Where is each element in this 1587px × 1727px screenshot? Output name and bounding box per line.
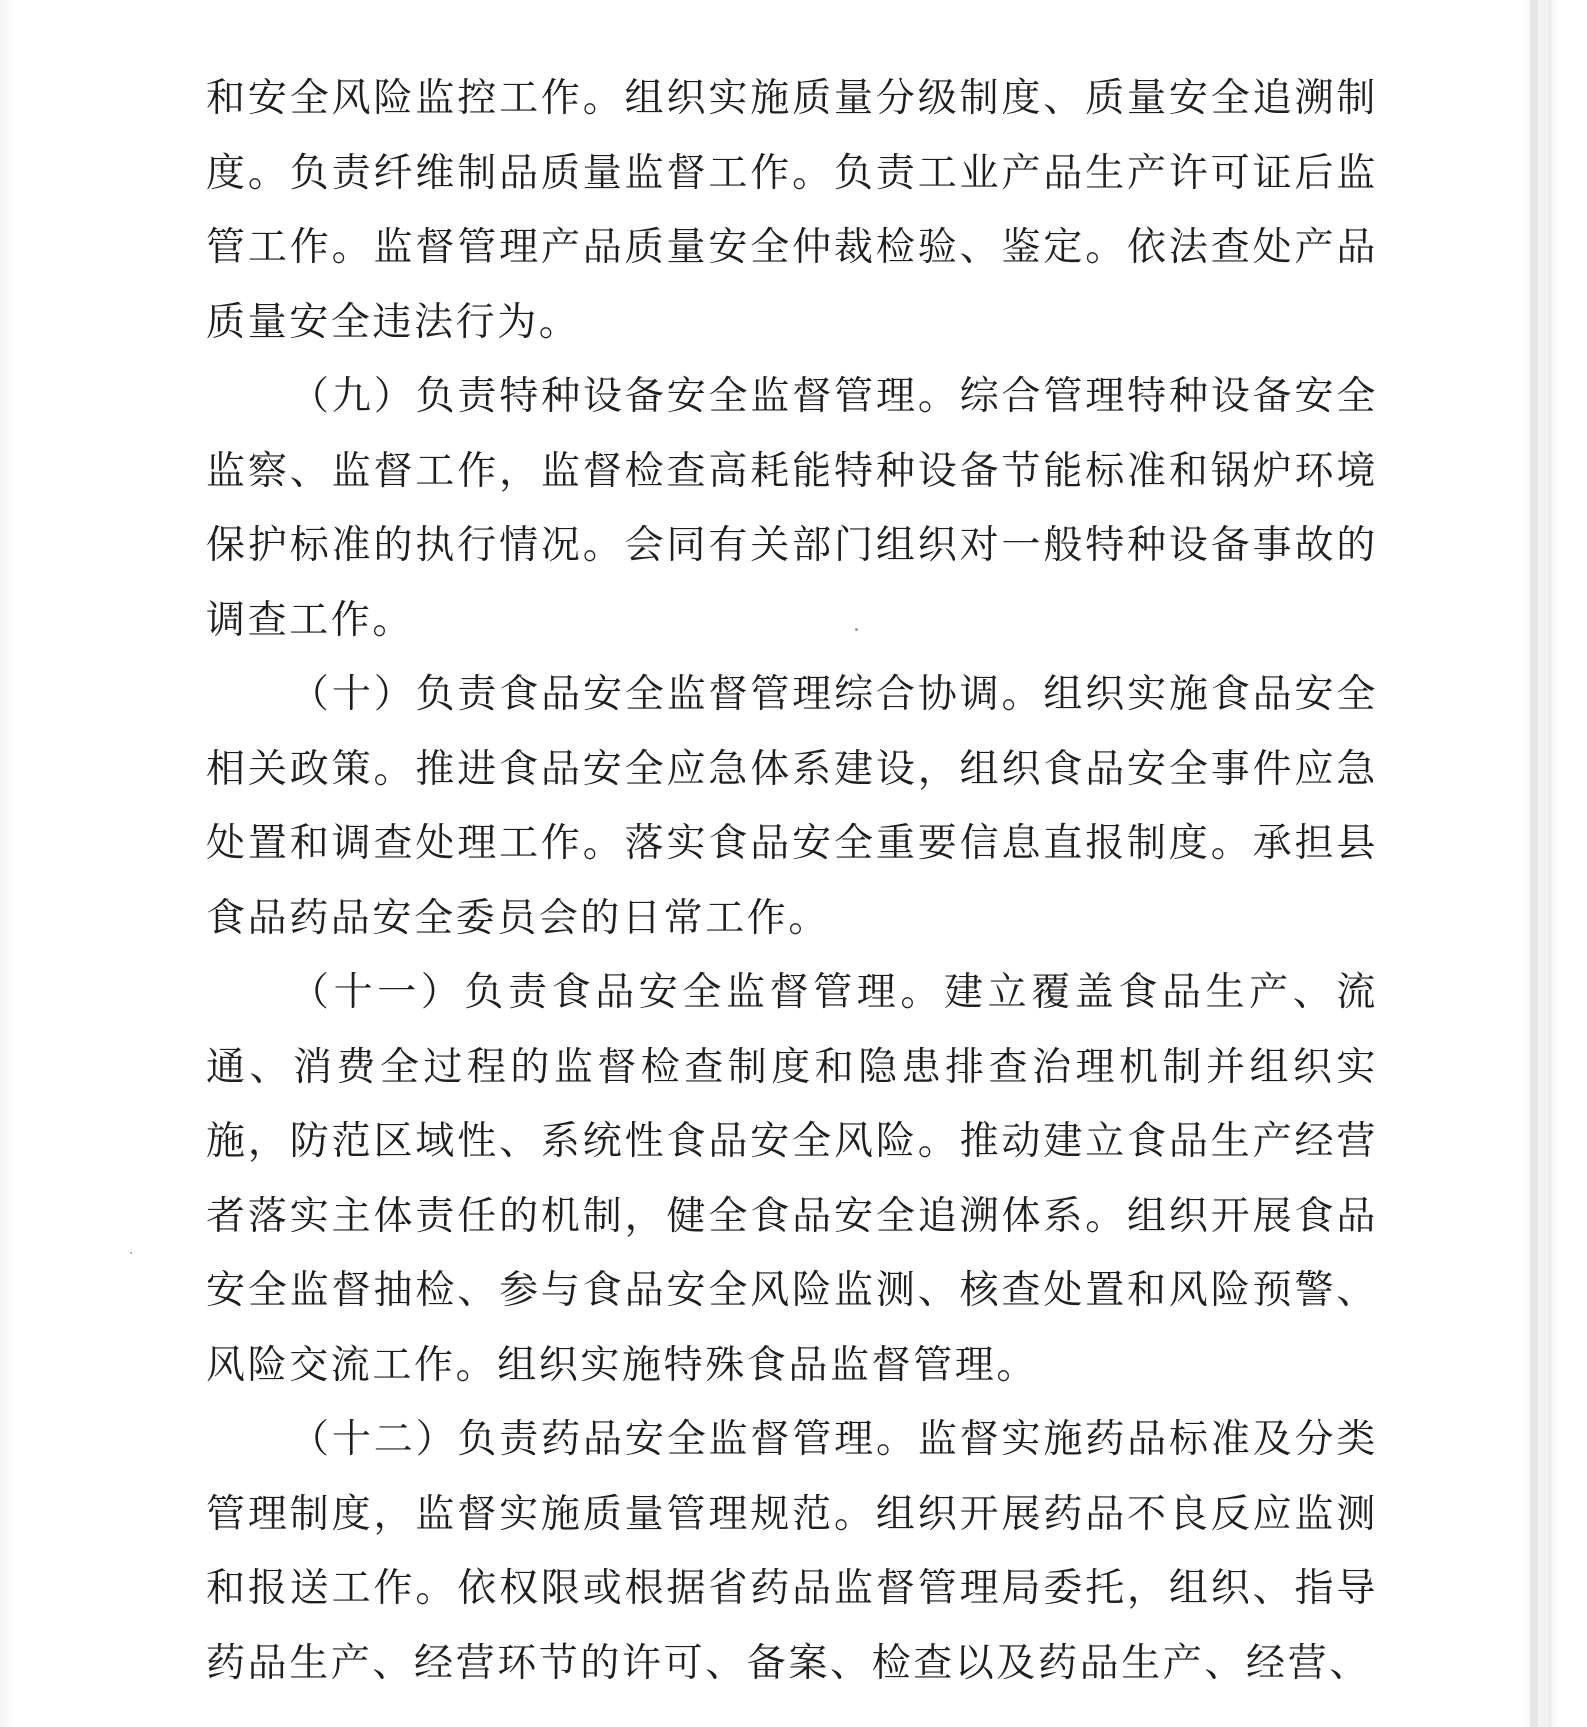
paragraph-8-continuation: 和安全风险监控工作。组织实施质量分级制度、质量安全追溯制度。负责纤维制品质量监督工作。负责工业产品生产许可证后监管工作。监督管理产品质量安全仲裁检验、鉴定。依法查处产品质量安全违法行为。 bbox=[206, 76, 1378, 345]
paragraph-9: （九）负责特种设备安全监督管理。综合管理特种设备安全监察、监督工作，监督检查高耗能特种设备节能标准和锅炉环境保护标准的执行情况。会同有关部门组织对一般特种设备事故的调查工作。 bbox=[206, 374, 1378, 643]
paragraph-10: （十）负责食品安全监督管理综合协调。组织实施食品安全相关政策。推进食品安全应急体系建设，组织食品安全事件应急处置和调查处理工作。落实食品安全重要信息直报制度。承担县食品药品安全委员会的日常工作。 bbox=[206, 672, 1378, 941]
paragraph-11: （十一）负责食品安全监督管理。建立覆盖食品生产、流通、消费全过程的监督检查制度和隐患排查治理机制并组织实施，防范区域性、系统性食品安全风险。推动建立食品生产经营者落实主体责任的机制，健全食品安全追溯体系。组织开展食品安全监督抽检、参与食品安全风险监测、核查处置和风险预警、风险交流工作。组织实施特殊食品监督管理。 bbox=[206, 970, 1378, 1388]
scan-speck bbox=[855, 628, 858, 631]
scan-edge-shadow-secondary bbox=[1548, 0, 1552, 1727]
scan-speck bbox=[130, 1252, 132, 1254]
scan-edge-shadow bbox=[1530, 0, 1538, 1727]
paragraph-12: （十二）负责药品安全监督管理。监督实施药品标准及分类管理制度，监督实施质量管理规范。组织开展药品不良反应监测和报送工作。依权限或根据省药品监督管理局委托，组织、指导药品生产、经营环节的许可、备案、检查以及药品生产、经营、 bbox=[206, 1417, 1378, 1686]
document-body bbox=[206, 62, 1378, 1701]
